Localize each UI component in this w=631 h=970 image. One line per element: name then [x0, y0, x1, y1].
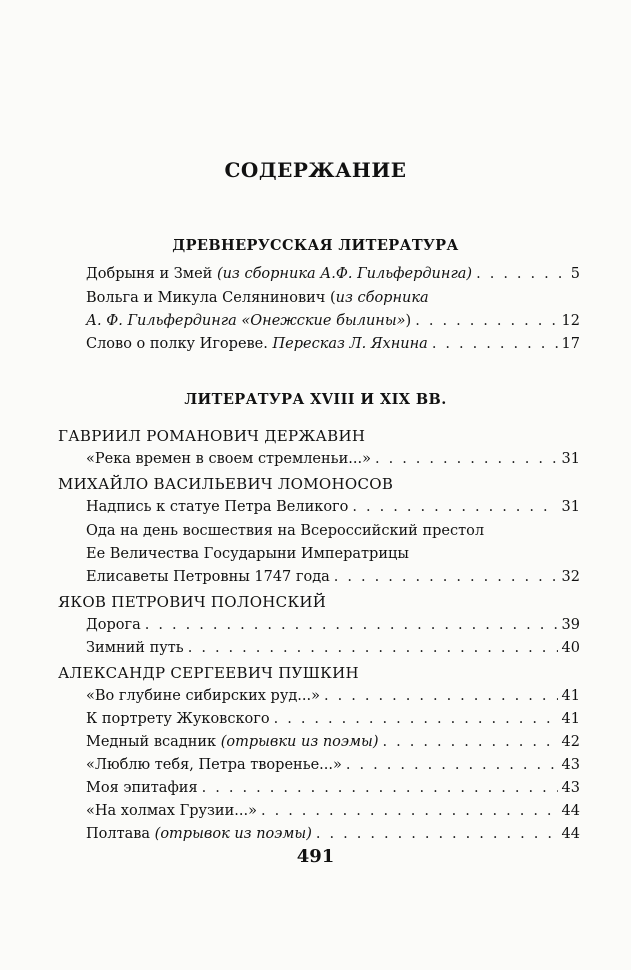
leader-dots: [476, 266, 562, 282]
toc-entry-dobrynya: [86, 266, 580, 288]
author-lomonosov: МИХАЙЛО ВАСИЛЬЕВИЧ ЛОМОНОСОВ: [58, 475, 394, 493]
leader-dots: [202, 780, 558, 796]
entry-title: «Во глубине сибирских руд...»: [86, 688, 320, 704]
entry-note: (отрывки из поэмы): [220, 734, 379, 750]
entry-title: Моя эпитафия: [86, 780, 198, 796]
toc-entry-volga-line1: [86, 290, 429, 306]
toc-entry-poltava: [86, 826, 580, 848]
contents-title: СОДЕРЖАНИЕ: [224, 158, 407, 182]
entry-title: Дорога: [86, 617, 141, 633]
page-number: 491: [296, 846, 335, 867]
section-heading-old-russian: ДРЕВНЕРУССКАЯ ЛИТЕРАТУРА: [172, 237, 459, 254]
leader-dots: [188, 640, 558, 656]
entry-title: К портрету Жуковского: [86, 711, 270, 727]
author-pushkin: АЛЕКСАНДР СЕРГЕЕВИЧ ПУШКИН: [58, 664, 359, 682]
leader-dots: [432, 336, 558, 352]
toc-entry-volga: [86, 313, 580, 335]
toc-entry-nadpis: [86, 499, 580, 521]
entry-title: ): [405, 313, 412, 329]
entry-note: из сборника: [335, 290, 429, 306]
leader-dots: [324, 688, 558, 704]
entry-title: Полтава: [86, 826, 155, 842]
entry-page: 39: [561, 617, 580, 633]
toc-entry-reka-vremen: [86, 451, 580, 473]
entry-page: 44: [561, 803, 580, 819]
entry-page: 41: [561, 688, 580, 704]
entry-page: 17: [561, 336, 580, 352]
entry-page: 44: [561, 826, 580, 842]
toc-entry-oda: [86, 569, 580, 591]
entry-note: Пересказ Л. Яхнина: [272, 336, 428, 352]
toc-entry-slovo: [86, 336, 580, 358]
entry-title: Зимний путь: [86, 640, 184, 656]
entry-title: «Река времен в своем стремленьи...»: [86, 451, 371, 467]
entry-title: «На холмах Грузии...»: [86, 803, 257, 819]
toc-entry-medny-vsadnik: [86, 734, 580, 756]
entry-title: Медный всадник: [86, 734, 221, 750]
entry-page: 31: [561, 451, 580, 467]
entry-title: Слово о полку Игореве.: [86, 336, 273, 352]
entry-page: 40: [561, 640, 580, 656]
toc-entry-oda-line1: Ода на день восшествия на Всероссийский престол: [86, 523, 485, 539]
leader-dots: [274, 711, 558, 727]
entry-page: 43: [561, 757, 580, 773]
entry-page: 31: [561, 499, 580, 515]
entry-note: (из сборника А.Ф. Гильфердинга): [216, 266, 473, 282]
entry-page: 42: [561, 734, 580, 750]
toc-entry-moya-epitafiya: [86, 780, 580, 802]
entry-note: А. Ф. Гильфердинга «Онежские былины»: [86, 313, 406, 329]
entry-note: (отрывок из поэмы): [154, 826, 312, 842]
entry-title: Добрыня и Змей: [86, 266, 217, 282]
entry-title: Елисаветы Петровны 1747 года: [86, 569, 330, 585]
toc-entry-doroga: [86, 617, 580, 639]
entry-page: 41: [561, 711, 580, 727]
leader-dots: [383, 734, 558, 750]
entry-page: 43: [561, 780, 580, 796]
leader-dots: [261, 803, 558, 819]
entry-page: 32: [561, 569, 580, 585]
leader-dots: [352, 499, 557, 515]
author-derzhavin: ГАВРИИЛ РОМАНОВИЧ ДЕРЖАВИН: [58, 427, 366, 445]
entry-title: «Люблю тебя, Петра творенье...»: [86, 757, 342, 773]
entry-page: 12: [561, 313, 580, 329]
leader-dots: [334, 569, 558, 585]
toc-entry-zimniy-put: [86, 640, 580, 662]
leader-dots: [145, 617, 558, 633]
entry-title: Вольга и Микула Селянинович (: [86, 290, 336, 306]
entry-page: 5: [570, 266, 580, 282]
toc-entry-oda-line2: Ее Величества Государыни Императрицы: [86, 546, 409, 562]
toc-entry-lyublyu-tebya: [86, 757, 580, 779]
toc-entry-k-portretu: [86, 711, 580, 733]
toc-entry-vo-glubine: [86, 688, 580, 710]
entry-title: Надпись к статуе Петра Великого: [86, 499, 349, 515]
leader-dots: [375, 451, 558, 467]
leader-dots: [415, 313, 557, 329]
author-polonsky: ЯКОВ ПЕТРОВИЧ ПОЛОНСКИЙ: [58, 593, 327, 611]
leader-dots: [316, 826, 558, 842]
leader-dots: [346, 757, 558, 773]
toc-entry-na-holmah: [86, 803, 580, 825]
section-heading-18-19-century: ЛИТЕРАТУРА XVIII И XIX ВВ.: [184, 391, 447, 408]
